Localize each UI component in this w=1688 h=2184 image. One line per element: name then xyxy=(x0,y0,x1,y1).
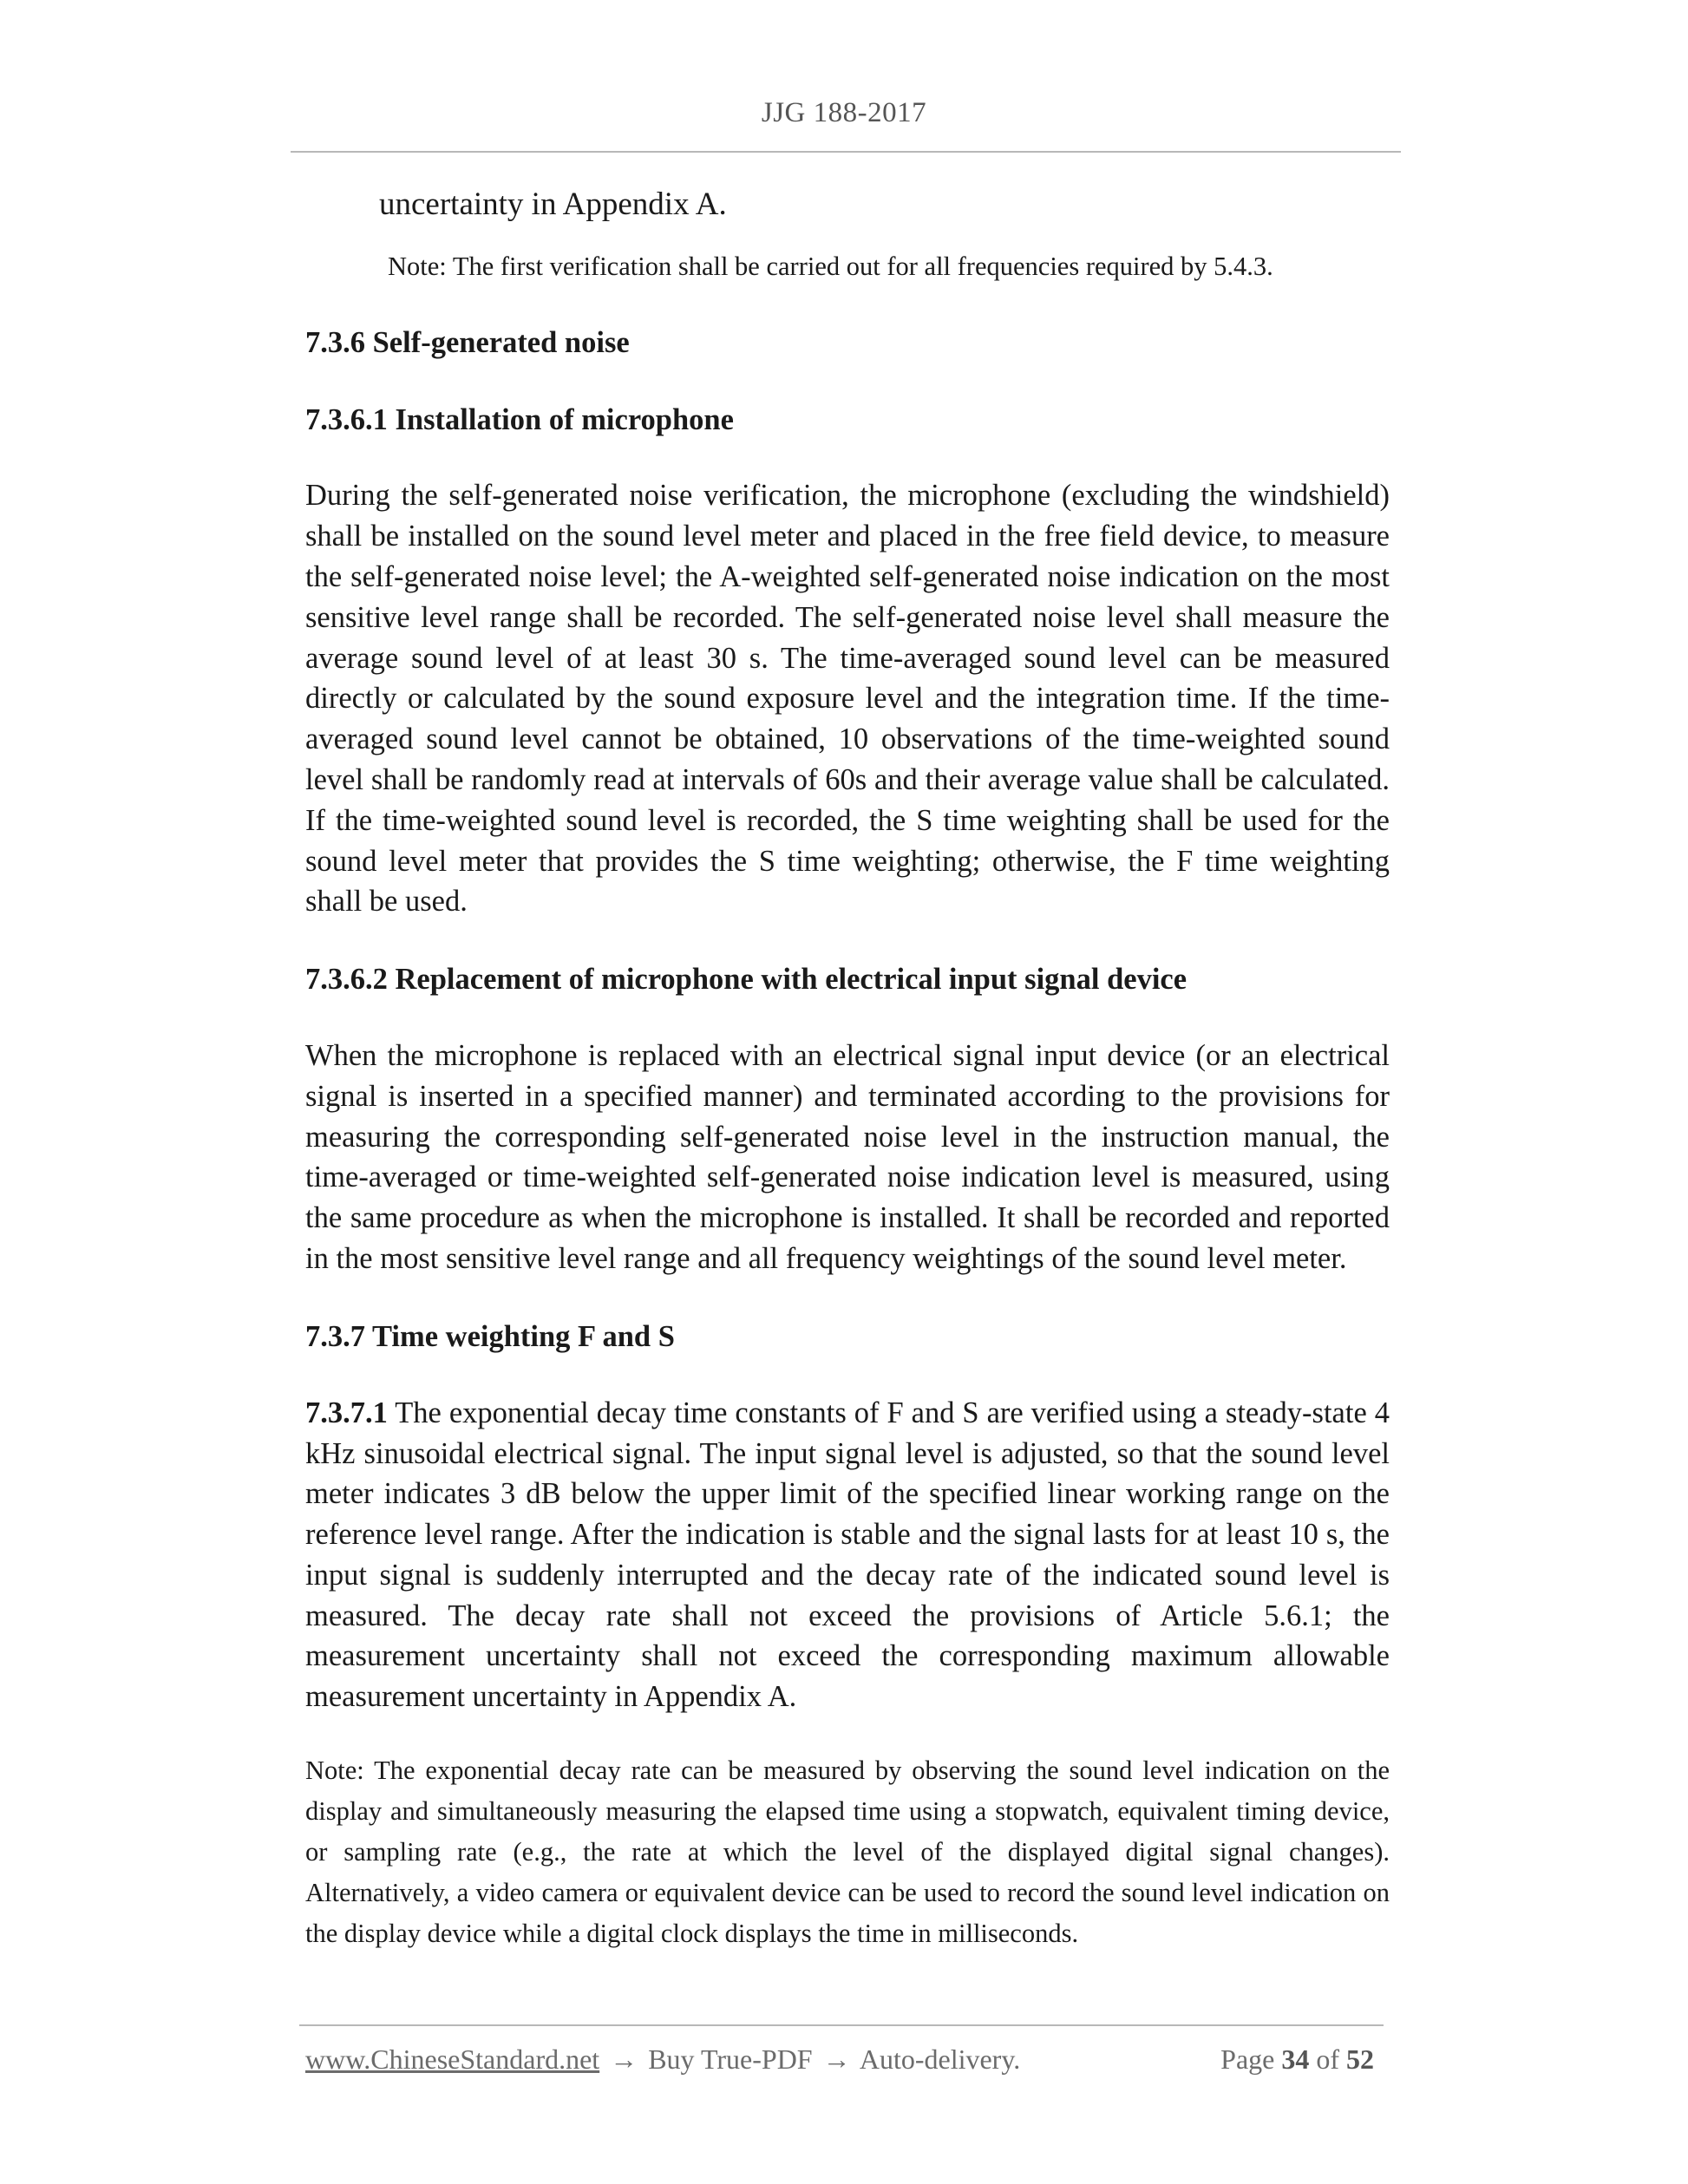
of-label: of xyxy=(1316,2043,1339,2075)
note-first-verification: Note: The first verification shall be carried out for all frequencies required by 5.4.3. xyxy=(388,252,1273,282)
note-exponential-decay: Note: The exponential decay rate can be measured by observing the sound level indication on the display and simultaneously measuring the elapsed time using a stopwatch, equivalent timing device, or sampling rate (e.g., the rate at which the level of the displayed digital signal changes). Alternatively, a video camera or equivalent device can be used to record the sound level indication on the display device while a digital clock displays the time in milliseconds. xyxy=(305,1756,1390,1949)
website-link[interactable]: www.ChineseStandard.net xyxy=(305,2043,600,2075)
section-7-3-6-title: 7.3.6 Self-generated noise xyxy=(305,325,630,359)
current-page-number: 34 xyxy=(1281,2043,1310,2075)
page-indicator xyxy=(1220,2043,1374,2076)
section-7-3-6-2-body: When the microphone is replaced with an electrical signal input device (or an electrical signal is inserted in a specified manner) and terminated according to the provisions for measuring the corresponding self-generated noise level in the instruction manual, the time-averaged or time-weighted self-generated noise indication level is measured, using the same procedure as when the microphone is installed. It shall be recorded and reported in the most sensitive level range and all frequency weightings of the sound level meter. xyxy=(305,1039,1390,1276)
auto-delivery-text: Auto-delivery. xyxy=(859,2043,1021,2075)
header-divider xyxy=(291,151,1401,153)
buy-true-pdf-text: Buy True-PDF xyxy=(648,2043,813,2075)
section-7-3-7-1-body xyxy=(305,1393,1390,1717)
section-7-3-6-1-title: 7.3.6.1 Installation of microphone xyxy=(305,402,734,436)
arrow-right-icon: → xyxy=(822,2043,851,2075)
continuation-text: uncertainty in Appendix A. xyxy=(379,186,727,222)
section-7-3-7-1-number: 7.3.7.1 xyxy=(305,1396,388,1429)
footer-divider xyxy=(299,2024,1384,2026)
document-body xyxy=(305,184,1390,1954)
page-header: JJG 188-2017 xyxy=(761,97,927,128)
arrow-right-icon: → xyxy=(610,2043,638,2075)
section-7-3-6-2-title: 7.3.6.2 Replacement of microphone with electrical input signal device xyxy=(305,963,1187,997)
footer-left xyxy=(305,2043,1020,2076)
total-pages-number: 52 xyxy=(1346,2043,1374,2075)
section-7-3-6-1-body: During the self-generated noise verification, the microphone (excluding the windshield) shall be installed on the sound level meter and placed in the free field device, to measure the self-generated noise level; the A-weighted self-generated noise indication on the most sensitive level range shall be recorded. The self-generated noise level shall measure the average sound level of at least 30 s. The time-averaged sound level can be measured directly or calculated by the sound exposure level and the integration time. If the time-averaged sound level cannot be obtained, 10 observations of the time-weighted sound level shall be randomly read at intervals of 60s and their average value shall be calculated. If the time-weighted sound level is recorded, the S time weighting shall be used for the sound level meter that provides the S time weighting; otherwise, the F time weighting shall be used. xyxy=(305,479,1390,919)
page-label: Page xyxy=(1220,2043,1275,2075)
section-7-3-7-title: 7.3.7 Time weighting F and S xyxy=(305,1319,675,1353)
section-7-3-7-1-text: The exponential decay time constants of F and S are verified using a steady-state 4 kHz sinusoidal electrical signal. The input signal level is adjusted, so that the sound level meter indicates 3 dB below the upper limit of the specified linear working range on the reference level range. After the indication is stable and the signal lasts for at least 10 s, the input signal is suddenly interrupted and the decay rate of the indicated sound level is measured. The decay rate shall not exceed the provisions of Article 5.6.1; the measurement uncertainty shall not exceed the corresponding maximum allowable measurement uncertainty in Appendix A. xyxy=(305,1396,1390,1714)
